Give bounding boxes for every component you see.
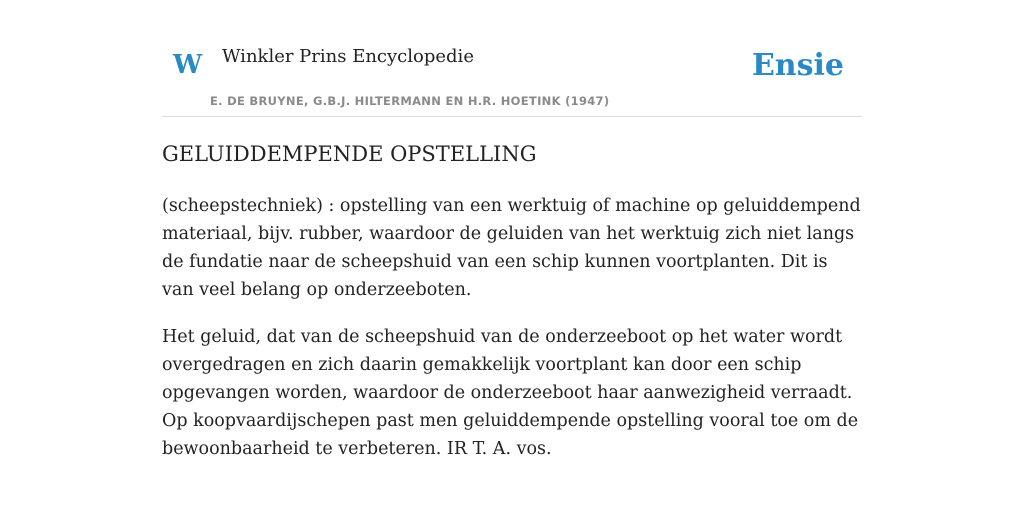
ensie-logo[interactable]: Ensie bbox=[751, 48, 844, 83]
article-paragraph-1: (scheepstechniek) : opstelling van een werktuig of machine op geluiddempend materiaal, bijv. rubber, waardoor de geluiden van het werktuig zich niet langs de fundatie naar de scheepshuid van een schip kunnen voortplanten. Dit is van veel belang op onderzeeboten. bbox=[162, 196, 861, 300]
encyclopedia-title[interactable]: Winkler Prins Encyclopedie bbox=[222, 46, 474, 67]
encyclopedia-authors: E. DE BRUYNE, G.B.J. HILTERMANN EN H.R. HOETINK (1947) bbox=[210, 94, 610, 108]
winkler-prins-logo[interactable]: W bbox=[173, 50, 203, 80]
article-title: GELUIDDEMPENDE OPSTELLING bbox=[162, 142, 537, 166]
content-container bbox=[162, 0, 862, 459]
article-paragraph-2: Het geluid, dat van de scheepshuid van de onderzeeboot op het water wordt overgedragen en zich daarin gemakkelijk voortplant kan door een schip opgevangen worden, waardoor de onderzeeboot haar aanwezigheid verraadt. Op koopvaardijschepen past men geluiddempende opstelling vooral toe om de bewoonbaarheid te verbeteren. IR T. A. vos. bbox=[162, 327, 859, 459]
header bbox=[162, 0, 862, 117]
